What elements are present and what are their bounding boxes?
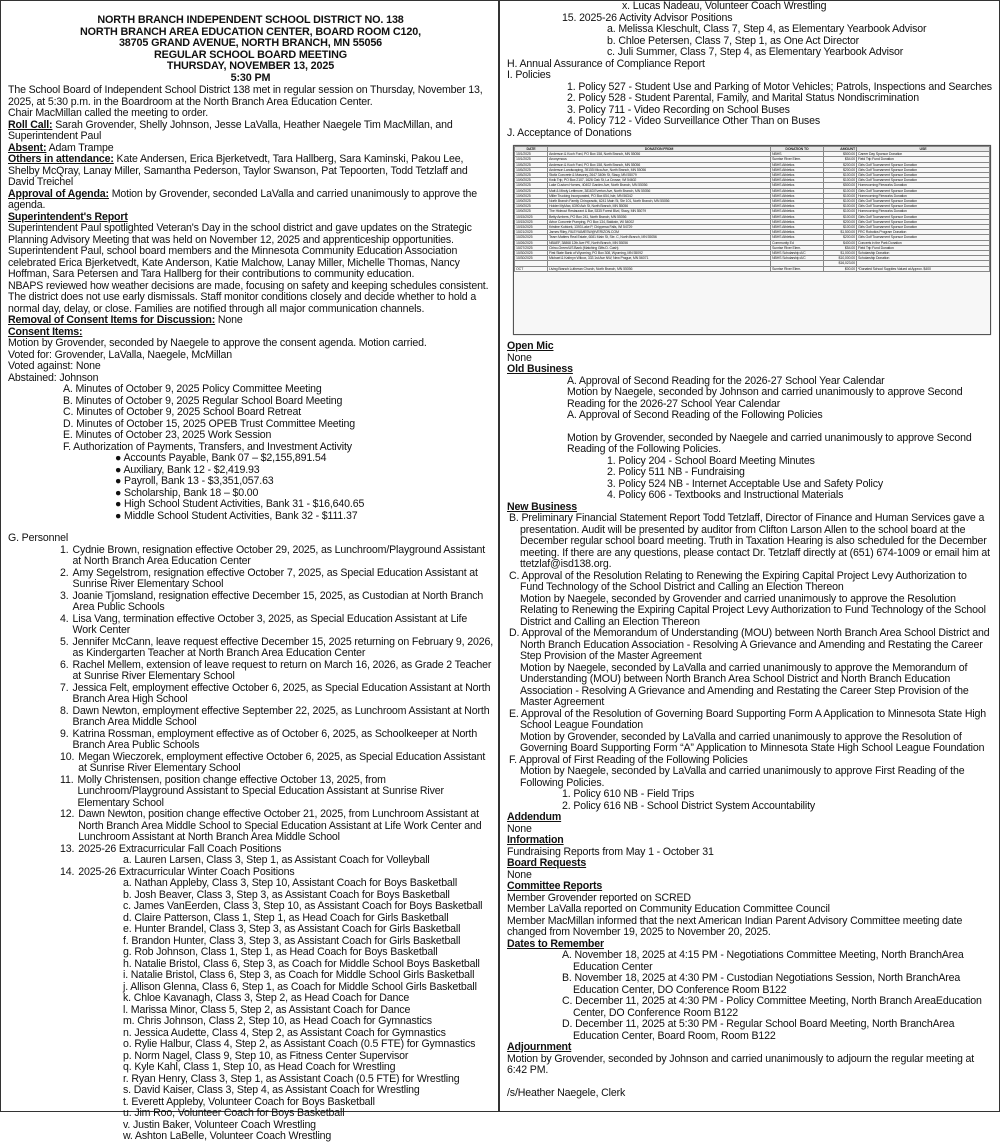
winter-coach-item: f. Brandon Hunter, Class 3, Step 3, as Assistant Coach for Girls Basketball [123,934,461,947]
cell-donation-from: First State Bank of Wyoming, PO Box 308, Wyoming, MN 55092 [548,251,771,256]
cell-donation-to: Sunrise River Elem. [771,245,824,250]
absent-label: Absent: [8,141,47,154]
donations-body [515,152,990,272]
cell-amount: $200.00 [824,235,857,240]
cell-date: 10/30/2025 [515,256,548,261]
new-policy-item: 1. Policy 610 NB - Field Trips [562,788,695,800]
others-text: Kate Andersen, Erica Bjerketvedt, Tara Hallberg, Sara Kaminski, Pakou Lee, Shelby McQray, Lanay Miller, Samantha Pederson, Taylor Swanson, Pat Tepoorten, Todd Tetzlaff and David Treichel [8,153,468,188]
cell-date: 10/21/2025 [515,230,548,235]
cell-donation-from: Anonymous [548,157,771,162]
cell-use: Girls Golf Tournament Sponsor Donation [857,214,990,219]
winter-coach-item: s. David Kaiser, Class 3, Step 4, as Assistant Coach for Wrestling [123,1084,420,1096]
cell-donation-to: NBHS Athletics [771,219,824,224]
clerk-signature: /s/Heather Naegele, Clerk [507,1086,626,1099]
cell-amount: $54.00 [824,245,857,250]
agenda-text: Motion by Grovender, seconded LaValla and carried unanimously to approve the agenda. [8,187,478,211]
activity-advisor-heading: 15. 2025-26 Activity Advisor Positions [562,11,733,24]
spacer [8,522,493,533]
personnel-heading: G. Personnel [8,532,69,544]
winter-coach-item: h. Natalie Bristol, Class 6, Step 3, as Coach for Middle School Boys Basketball [123,957,480,970]
cell-date: 10/9/2025 [515,204,548,209]
winter-coach-item: g. Rob Johnson, Class 1, Step 1, as Head Coach for Boys Basketball [123,946,438,958]
agenda-label: Approval of Agenda: [8,187,109,200]
right-column [500,1,999,1111]
cell-amount: $100.00 [824,178,857,183]
old-policy-item: 1. Policy 204 - School Board Meeting Minutes [607,454,815,467]
cell-donation-to: Sunrise River Elem. [771,157,824,162]
cell-date: 10/5/2025 [515,173,548,178]
cell-use: Girls Golf Tournament Sponsor Donation [857,204,990,209]
new-business-c-title: C. Approval of the Resolution Relating to Renewing the Expiring Capital Project Levy Authorization to Fund Technology of the School District and Calling an Election Thereon [509,569,967,593]
cell-date: 10/9/2025 [515,188,548,193]
personnel-item: 8. Dawn Newton, employment effective September 22, 2025, as Lunchroom Assistant at North Branch Area Middle School [60,704,490,728]
addendum-heading: Addendum [507,811,562,823]
policy-item: 3. Policy 711 - Video Recording on School Buses [567,103,790,116]
new-business-e-motion: Motion by Grovender, seconded by LaValla and carried unanimously to approve the Resolution of Governing Board Supporting Form “A” Application to Minnesota State High School League Foundation [520,730,985,754]
removal-text: None [215,314,243,326]
voted-against: Voted against: None [8,360,101,372]
cell-date: 10/15/2025 [515,225,548,230]
old-policy-list [507,456,993,502]
dates-to-remember-heading: Dates to Remember [507,937,604,950]
header-line-4: REGULAR SCHOOL BOARD MEETING [154,48,347,61]
cell-donation-to: NBHS Athletics [771,167,824,172]
cell-date: 10/1/2025 [515,157,548,162]
open-mic-heading: Open Mic [507,340,554,352]
cell-use: Girls Golf Tournament Sponsor Donation [857,173,990,178]
committee-report-line: Member LaValla reported on Community Education Committee Council [507,903,830,915]
payment-item: ● Auxiliary, Bank 12 - $2,419.93 [115,463,260,476]
cell-donation-to: NBHS Athletics [771,209,824,214]
bullet-icon: ● [115,452,124,464]
old-policy-item: 2. Policy 511 NB - Fundraising [607,466,745,478]
abstained: Abstained: Johnson [8,371,99,384]
cell-donation-from: Kwik Trip, PO Box 2107, 1626 Oak St, La Crosse, WI 54602 [548,178,771,183]
board-requests-text: None [507,868,532,881]
cell-amount: $00.00 [824,266,857,271]
cell-date: 10/1/2025 [515,152,548,157]
policy-list [507,82,993,128]
roll-call-text: Sarah Grovender, Shelly Johnson, Jesse LaValla, Heather Naegele Tim MacMillan, and Superintendent Paul [8,118,453,142]
personnel-item: 2. Amy Segelstrom, resignation effective October 7, 2025, as Special Education Assistant at Sunrise River Elementary School [60,566,478,590]
cell-donation-from: Lake Custom Homes, 40402 Garden Ave, North Branch, MN 55056 [548,183,771,188]
personnel-item: 6. Rachel Mellem, extension of leave request to return on March 16, 2026, as Grade 2 Teacher at Sunrise River Elementary School [60,658,492,682]
old-policy-item: 3. Policy 524 NB - Internet Acceptable Use and Safety Policy [607,477,884,490]
cell-amount: $100.00 [824,173,857,178]
cell-donation-from: Miller Trucking Incorporated, PO Box 654, Isle, MN 56342 [548,193,771,198]
date-item: C. December 11, 2025 at 4:30 PM - Policy Committee Meeting, North Branch AreaEducation Center, DO Conference Room B122 [562,995,982,1019]
activity-advisor-item: b. Chloe Petersen, Class 7, Step 1, as One Act Director [607,34,860,47]
header-line-2: NORTH BRANCH AREA EDUCATION CENTER, BOARD ROOM C120, [80,25,421,38]
superintendent-report-p2: Superintendent Paul, school board members and the Minnesota Community Education Association celebrated Erica Bjerketvedt, Kate Anderson, Katie Malchow, Lanay Miller, Michelle Thomas, Nancy Hoffman, Sara Petersen and Tara Hallberg for their contributions to community education. [8,245,460,280]
personnel-item: 13. 2025-26 Extracurricular Fall Coach Positions [60,842,282,855]
spacer [507,1077,993,1088]
information-text: Fundraising Reports from May 1 - October 31 [507,845,714,858]
winter-coach-item: u. Jim Roo, Volunteer Coach for Boys Basketball [123,1107,345,1119]
new-business-heading: New Business [507,500,578,513]
personnel-item: 1. Cydnie Brown, resignation effective October 29, 2025, as Lunchroom/Playground Assistant at North Branch Area Education Center [60,543,486,567]
superintendent-report-heading: Superintendent's Report [8,210,128,223]
superintendent-report-p3: NBAPS reviewed how weather decisions are made, focusing on safety and keeping schedules consistent. The district does not use early dismissals. Staff monitor conditions closely and decide whether to hold a normal day, delay, or close. Families are notified through all major communication channels. [8,279,489,315]
cell-use: Field Trip Fund Donation [857,245,990,250]
cell-donation-to: NBHS Athletics [771,204,824,209]
cell-donation-to: NBHS Athletics [771,230,824,235]
cell-amount: $16,023.00 [824,261,857,266]
others-label: Others in attendance: [8,153,114,165]
winter-coach-item: m. Chris Johnson, Class 2, Step 10, as Head Coach for Gymnastics [123,1015,432,1027]
winter-coach-item: b. Josh Beaver, Class 3, Step 3, as Assistant Coach for Boys Basketball [123,888,450,901]
consent-item: A. Minutes of October 9, 2025 Policy Committee Meeting [63,383,322,395]
winter-coach-item: r. Ryan Henry, Class 3, Step 1, as Assistant Coach (0.5 FTE) for Wrestling [123,1072,460,1085]
consent-item: C. Minutes of October 9, 2025 School Board Retreat [63,406,302,418]
winter-coach-list-continued [507,1,993,13]
winter-coach-item: v. Justin Baker, Volunteer Coach Wrestling [123,1118,316,1131]
consent-item: E. Minutes of October 23, 2025 Work Session [63,429,272,441]
cell-donation-to: NBHS Scholarship A/C [771,251,824,256]
cell-amount: $200.00 [824,162,857,167]
winter-coach-item: c. James VanEerden, Class 3, Step 10, as Assistant Coach for Boys Basketball [123,900,483,912]
bullet-icon: ● [115,509,125,522]
consent-item: B. Minutes of October 9, 2025 Regular School Board Meeting [63,394,343,407]
cell-amount: $500.00 [824,152,857,157]
header-line-1: NORTH BRANCH INDEPENDENT SCHOOL DISTRICT NO. 138 [97,14,404,26]
donations-table-scan [513,145,991,335]
new-business-e-title: E. Approval of the Resolution of Governing Board Supporting Form A Application to Minnesota State High School League Foundation [509,707,987,731]
winter-coach-item: n. Jessica Audette, Class 4, Step 2, as Assistant Coach for Gymnastics [123,1026,446,1039]
spacer [507,422,993,433]
new-policy-item: 2. Policy 616 NB - School District System Accountability [562,799,816,812]
cell-donation-to: NBHS [771,152,824,157]
removal-label: Removal of Consent Items for Discussion: [8,314,216,326]
cell-donation-from: NBAEF, 38868 12th Ave PE, North Branch, MN 55056 [548,240,771,245]
cell-amount: $100.00 [824,199,857,204]
old-business-a2-motion: Motion by Grovender, seconded by Naegele and carried unanimously to approve Second Reading of the Following Policies. [567,431,972,455]
committee-report-line: Member Grovender reported on SCRED [507,891,691,904]
adjournment-text: Motion by Grovender, seconded by Johnson and carried unanimously to adjourn the regular meeting at 6:42 PM. [507,1052,975,1076]
personnel-item: 3. Joanie Tjomsland, resignation effective December 15, 2025, as Custodian at North Branch Area Public Schools [60,589,484,613]
cell-use: Field Trip Fund Donation [857,157,990,162]
cell-date: 10/9/2025 [515,199,548,204]
cell-amount: $1,500.00 [824,230,857,235]
personnel-item: 12. Dawn Newton, position change effective October 21, 2025, from Lunchroom Assistant at North Branch Area Middle School to Special Education Assistant at Life Work Center and Lunchroom Assistant at North Branch Area Middle School [60,808,482,843]
cell-date: 10/9/2025 [515,193,548,198]
cell-use: Homecoming Fireworks Donation [857,209,990,214]
payment-item: ● Payroll, Bank 13 - $3,351,057.63 [115,475,274,487]
payment-item: ● Scholarship, Bank 18 – $0.00 [115,486,259,499]
intro-paragraph: The School Board of Independent School District 138 met in regular session on Thursday, November 13, 2025, at 5:30 p.m. in the Boardroom at the North Branch Area Education Center. [8,84,483,108]
cell-date: 10/9/2025 [515,178,548,183]
cell-amount: $400.00 [824,240,857,245]
cell-amount: $100.00 [824,225,857,230]
cell-date: 10/9/2025 [515,183,548,188]
cell-donation-from: Matt & Mindy Lettimore, 38163 Everton Ave, North Branch, MN 55056 [548,188,771,193]
bullet-icon: ● [115,486,125,499]
cell-date: 10/15/2025 [515,219,548,224]
winter-coach-item: i. Natalie Bristol, Class 6, Step 3, as Coach for Middle School Girls Basketball [123,969,475,981]
cell-donation-to: NBHS Athletics [771,178,824,183]
cell-donation-to: NBHS Athletics [771,199,824,204]
cell-use: Girls Golf Tournament Sponsor Donation [857,162,990,167]
winter-coach-item: a. Nathan Appleby, Class 3, Step 10, Assistant Coach for Boys Basketball [123,877,458,889]
cell-donation-from: Team Matters Real Estate, 6081 Main St, Ste. C, North Branch, MN 55056 [548,235,771,240]
board-requests-heading: Board Requests [507,857,587,869]
cell-donation-from: Anderson & Koch Ford, PO Box 158, North Branch, MN 55056 [548,152,771,157]
personnel-list [8,545,493,856]
winter-coach-item: w. Ashton LaBelle, Volunteer Coach Wrestling [123,1130,332,1142]
cell-amount: $10,000.00 [824,256,857,261]
committee-reports-heading: Committee Reports [507,880,603,892]
policy-item: 2. Policy 528 - Student Parental, Family, and Marital Status Nondiscrimination [567,92,919,104]
payment-list [8,453,493,522]
old-business-a2-title: A. Approval of Second Reading of the Following Policies [567,409,823,421]
open-mic-text: None [507,351,532,364]
consent-item: F. Authorization of Payments, Transfers, and Investment Activity [63,440,352,453]
winter-coach-heading: 14. 2025-26 Extracurricular Winter Coach Positions [60,865,295,878]
cell-donation-to: NBHS Athletics [771,225,824,230]
cell-donation-from: Betty Ambers, PO Box 241, North Branch, MN 55056 [548,214,771,219]
cell-donation-from: Michael & Kathryn Wilcox, 333 1st Ave NW, New Prague, MN 56071 [548,256,771,261]
activity-advisor-item: a. Melissa Kleschult, Class 7, Step 4, as Elementary Yearbook Advisor [607,23,927,35]
cell-donation-to: NBHS Athletics [771,173,824,178]
winter-coach-item: k. Chloe Kavanagh, Class 3, Step 2, as Head Coach for Dance [123,992,410,1004]
new-business-b: B. Preliminary Financial Statement Report Todd Tetzlaff, Director of Finance and Human Services gave a presentation. Audit will be presented by auditor from Clifton Larson Allen to the school board at the December regular school board meeting. Truth in Taxation Hearing is also scheduled for the December meeting. If there are any questions, please contact Dr. Tetzlaff directly at (651) 674-1009 or email him at ttetzlaf@isd138.org. [509,512,990,570]
cell-use: FRC Robotics Program Donation [857,230,990,235]
donation-row [515,266,990,271]
old-business-a-title: A. Approval of Second Reading for the 2026-27 School Year Calendar [567,374,885,387]
date-item: D. December 11, 2025 at 5:30 PM - Regular School Board Meeting, North BranchArea Education Center, Board Room, Room B122 [562,1018,955,1042]
cell-use: Homecoming Fireworks Donation [857,193,990,198]
bullet-icon: ● [115,498,125,510]
cell-use: Scholarship Donation [857,251,990,256]
document-header [8,15,493,84]
cell-date: 10/5/2025 [515,162,548,167]
winter-coach-item: t. Everett Appleby, Volunteer Coach for Boys Basketball [123,1095,375,1108]
personnel-item: 5. Jennifer McCann, leave request effective December 15, 2025 returning on February 9, 2026, as Kindergarten Teacher at North Branch Area Education Center [60,635,494,659]
cell-use: Girls Golf Tournament Sponsor Donation [857,225,990,230]
col-header-date: DATE [515,147,548,152]
date-item: B. November 18, 2025 at 4:30 PM - Custodian Negotiations Session, North BranchArea Education Center, DO Conference Room B122 [562,972,961,996]
superintendent-report-p1: Superintendent Paul spotlighted Veteran's Day in the school district and gave updates on the Strategic Planning Advisory Meeting that was held on November 12, 2025 and apprenticeship opportunities. [8,222,472,246]
new-policy-list [507,789,993,812]
cell-donation-from: Holder MyMax, 6390 Ash St, North Branch, MN 55056 [548,204,771,209]
others-in-attendance [8,154,493,189]
section-h: H. Annual Assurance of Compliance Report [507,57,705,70]
cell-donation-from: Cirino-Green/US Bank (Matching Gifts D. Cash) [548,245,771,250]
committee-report-line: Member MacMillan informed that the next American Indian Parent Advisory Committee meeting date changed from November 19, 2025 to November 20, 2025. [507,914,963,938]
cell-use: Girls Golf Tournament Sponsor Donation [857,188,990,193]
section-i: I. Policies [507,69,551,81]
personnel-item: 10. Megan Wieczorek, employment effective October 6, 2025, as Special Education Assistant at Sunrise River Elementary School [60,750,486,774]
payment-item: ● High School Student Activities, Bank 31 - $16,640.65 [115,498,365,510]
new-business-d-title: D. Approval of the Memorandum of Understanding (MOU) between North Branch Area School District and North Branch Education Association - Resolving A Grievance and Amending and Restating the Career Step Provision of the Master Agreement [509,627,990,662]
consent-motion: Motion by Grovender, seconded by Naegele to approve the consent agenda. Motion carried. [8,337,427,349]
consent-items-heading: Consent Items: [8,325,83,338]
voted-for: Voted for: Grovender, LaValla, Naegele, McMillan [8,348,233,361]
roll-call-label: Roll Call: [8,118,53,131]
cell-use: *Donated School Supplies Valued at Approx. $400 [857,266,990,271]
cell-donation-from: Anderson & Koch Ford, PO Box 158, North Branch, MN 55056 [548,162,771,167]
header-line-6: 5:30 PM [230,71,271,84]
cell-donation-from: Stoltz Concrete & Masonry, 2647 340th St, Stacy, MN 55079 [548,173,771,178]
cell-use: Girls Golf Tournament Sponsor Donation [857,219,990,224]
header-line-5: THURSDAY, NOVEMBER 13, 2025 [166,60,335,72]
winter-coach-list [8,878,493,1143]
col-header-donation-from: DONATION FROM [548,147,771,152]
old-policy-item: 4. Policy 606 - Textbooks and Instructional Materials [607,489,844,501]
policy-item: 4. Policy 712 - Video Surveillance Other Than on Buses [567,115,820,127]
cell-amount: $500.00 [824,183,857,188]
winter-coach-item: x. Lucas Nadeau, Volunteer Coach Wrestling [622,0,827,12]
fall-coach-item: a. Lauren Larsen, Class 3, Step 1, as Assistant Coach for Volleyball [123,854,430,866]
consent-item-list [8,384,493,453]
winter-coach-item: o. Rylie Halbur, Class 4, Step 2, as Assistant Coach (0.5 FTE) for Gymnastics [123,1038,476,1050]
col-header-donation-to: DONATION TO [771,147,824,152]
cell-date: 10/30/2025 [515,251,548,256]
section-j: J. Acceptance of Donations [507,126,632,139]
payment-item: ● Middle School Student Activities, Bank 32 - $111.37 [115,509,358,522]
new-business-d-motion: Motion by Naegele, seconded by LaValla and carried unanimously to approve the Memorandum of Understanding (MOU) between North Branch Area School District and North Branch Education Association - Resolving A Grievance and Amending and Restating the Career Step Provision of the Master Agreement [520,661,969,708]
cell-use: Girls Golf Tournament Sponsor Donation [857,167,990,172]
cell-date: 10/25/2025 [515,235,548,240]
cell-donation-from: Kristine Kubicek, 1393 Lake P, Chippewa Falls, WI 54729 [548,225,771,230]
donations-table [514,146,990,272]
new-business-f-title: F. Approval of First Reading of the Following Policies [509,753,748,766]
cell-use: Homecoming Fireworks Donation [857,183,990,188]
absent-text: Adam Trampe [46,141,114,154]
winter-coach-item: j. Allison Glenna, Class 6, Step 1, as Coach for Middle School Girls Basketball [123,980,477,993]
cell-use: Scholarship Donation [857,256,990,261]
cell-donation-from: The Hideout Restaurant & Bar, 5335 Forest Blvd, Stacy, MN 55079 [548,209,771,214]
winter-coach-item: d. Claire Patterson, Class 1, Step 1, as Head Coach for Girls Basketball [123,911,449,924]
cell-date: 10/5/2025 [515,167,548,172]
addendum-text: None [507,822,532,835]
cell-donation-to: NBHS Athletics [771,235,824,240]
cell-donation-to: Community Ed [771,240,824,245]
bullet-icon: ● [115,463,124,476]
cell-donation-to: NBHS Athletics [771,214,824,219]
left-column [1,1,500,1142]
old-business-a-motion: Motion by Naegele, seconded by Johnson and carried unanimously to approve Second Reading for the 2026-27 School Year Calendar [567,386,963,410]
old-business-heading: Old Business [507,363,573,375]
cell-date: OCT [515,266,548,271]
header-line-3: 38705 GRAND AVENUE, NORTH BRANCH, MN 55056 [118,37,383,49]
cell-donation-from: Arbor Concrete Pumping, PO Box 134, Baldwin, WI 54002 [548,219,771,224]
consent-item: D. Minutes of October 15, 2025 OPEB Trust Committee Meeting [63,417,356,430]
cell-donation-to: NBHS Athletics [771,162,824,167]
approval-of-agenda [8,189,493,212]
payment-item: ● Accounts Payable, Bank 07 – $2,155,891.54 [115,452,327,464]
cell-use: Girls Golf Tournament Sponsor Donation [857,199,990,204]
information-heading: Information [507,834,564,846]
cell-donation-from: Living Branch Lutheran Church, North Branch, MN 55056 [548,266,771,271]
cell-donation-from: Anderson Landscaping, 39155 Mica Ave, North Branch, MN 55056 [548,167,771,172]
date-item: A. November 18, 2025 at 4:15 PM - Negotiations Committee Meeting, North BranchArea Education Center [562,949,964,973]
new-business-f-motion: Motion by Naegele, seconded by LaValla and carried unanimously to approve First Reading of the Following Policies. [520,765,965,789]
roll-call [8,120,493,143]
col-header-amount: AMOUNT [824,147,857,152]
cell-donation-to: Sunrise River Elem. [771,266,824,271]
cell-use: Girls Golf Tournament Sponsor Donation [857,235,990,240]
cell-use: Concerts in the Park Donation [857,240,990,245]
cell-amount: $100.00 [824,193,857,198]
cell-donation-from: James Riley, RILEYIAMESW@VERIZON.COM [548,230,771,235]
cell-use: Girls Golf Tournament Sponsor Donation [857,178,990,183]
winter-coach-item: l. Marissa Minor, Class 5, Step 2, as Assistant Coach for Dance [123,1003,411,1016]
adjournment-heading: Adjournment [507,1041,572,1053]
personnel-item: 7. Jessica Felt, employment effective October 6, 2025, as Special Education Assistant at North Branch Area High School [60,681,491,705]
cell-date: 10/15/2025 [515,214,548,219]
cell-date: 10/9/2025 [515,209,548,214]
winter-coach-item: q. Kyle Kahl, Class 1, Step 10, as Head Coach for Wrestling [123,1061,396,1073]
activity-advisor-item: c. Juli Summer, Class 7, Step 4, as Elementary Yearbook Advisor [607,46,904,58]
personnel-item: 11. Molly Christensen, position change effective October 13, 2025, from Lunchroom/Playground Assistant to Special Education Assistant at Sunrise River Elementary School [60,773,444,809]
cell-amount: $200.00 [824,167,857,172]
cell-donation-to: NBHS Athletics [771,193,824,198]
cell-amount: $100.00 [824,188,857,193]
dates-list [507,950,993,1042]
cell-amount: $54.00 [824,157,857,162]
cell-amount: $200.00 [824,219,857,224]
activity-advisor-list [507,24,993,59]
cell-amount: $100.00 [824,204,857,209]
cell-amount: $100.00 [824,209,857,214]
cell-use: Career Day Sponsor Donation [857,152,990,157]
cell-amount: $100.00 [824,214,857,219]
cell-date: 10/27/2025 [515,245,548,250]
removal-of-consent-items [8,315,493,327]
personnel-item: 4. Lisa Vang, termination effective October 3, 2025, as Special Education Assistant at Life Work Center [60,612,468,636]
cell-amount: $1,000.00 [824,251,857,256]
cell-donation-from: North Branch Family Chiropractic, 6241 Main St, Ste 101, North Branch, MN 55056 [548,199,771,204]
cell-donation-to: NBHS Athletics [771,188,824,193]
winter-coach-item: p. Norm Nagel, Class 9, Step 10, as Fitness Center Supervisor [123,1049,409,1062]
cell-donation-to: NBHS Athletics [771,183,824,188]
cell-donation-to: NBHS Scholarship A/C [771,256,824,261]
cell-date: 10/26/2025 [515,240,548,245]
winter-coach-item: e. Hunter Brandel, Class 3, Step 3, as Assistant Coach for Girls Basketball [123,923,461,935]
new-business-c-motion: Motion by Naegele, seconded by Grovender and carried unanimously to approve the Resolution Relating to Renewing the Expiring Capital Project Levy Authorization to Fund Technology of the School District and Calling an Election Thereon [520,592,986,628]
fall-coach-list [8,855,493,867]
col-header-use: USE [857,147,990,152]
policy-item: 1. Policy 527 - Student Use and Parking of Motor Vehicles; Patrols, Inspections and Searches [567,80,992,93]
personnel-item: 9. Katrina Rossman, employment effective as of October 6, 2025, as Schoolkeeper at North Branch Area Public Schools [60,727,478,751]
bullet-icon: ● [115,475,125,487]
call-to-order: Chair MacMillan called the meeting to order. [8,107,209,119]
